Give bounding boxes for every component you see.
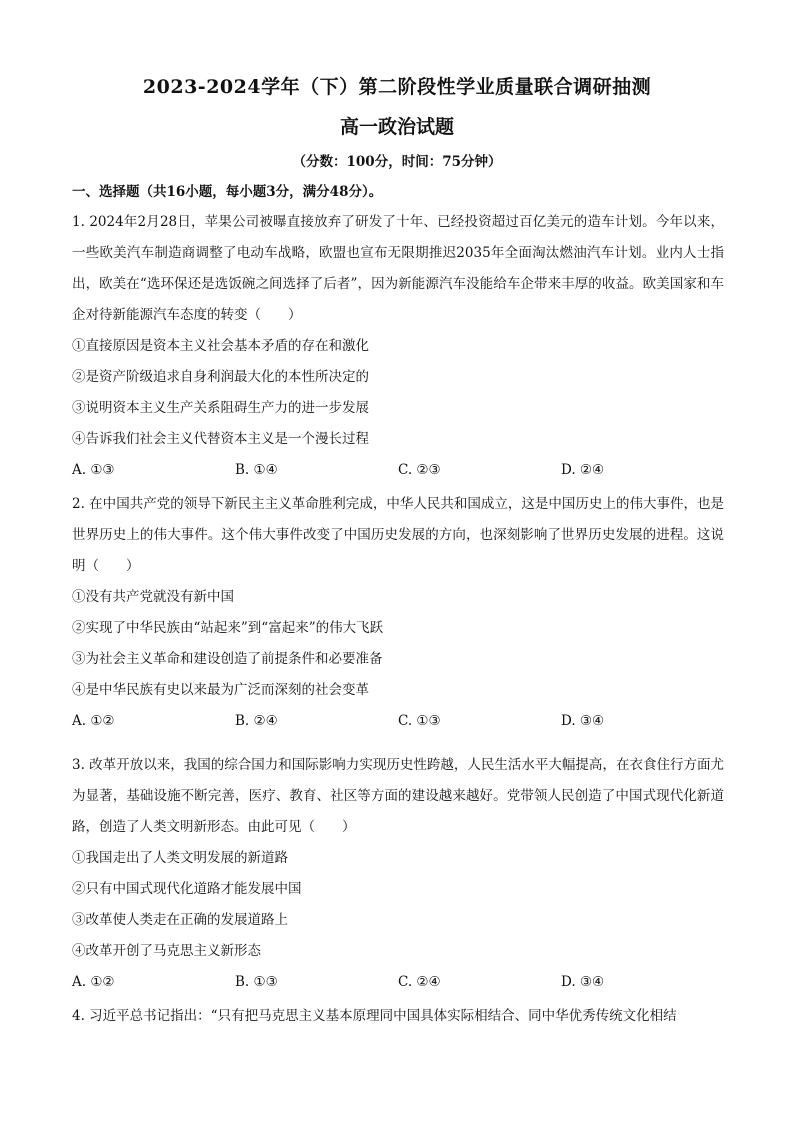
spacer bbox=[72, 737, 724, 747]
section-heading: 一、选择题（共16小题，每小题3分，满分48分）。 bbox=[72, 184, 383, 200]
statement-option: ②实现了中华民族由“站起来”到“富起来”的伟大飞跃 bbox=[72, 620, 384, 636]
choice-c: C. ②④ bbox=[398, 974, 441, 990]
question-stem: 1. 2024年2月28日，苹果公司被曝直接放弃了研发了十年、已经投资超过百亿美元的造车计划。今年以来，一些欧美汽车制造商调整了电动车战略，欧盟也宣布无限期推迟2035年全面淘汰燃油汽车计划。业内人士指出，欧美在“选环保还是选饭碗之间选择了后者”，因为新能源汽车没能给车企带来丰厚的收益。欧美国家和车企对待新能源汽车态度的转变（ ） bbox=[72, 214, 724, 323]
choice-a: A. ①② bbox=[72, 713, 115, 729]
statement-option: ③说明资本主义生产关系阻碍生产力的进一步发展 bbox=[72, 400, 369, 416]
score-time-info: （分数：100分，时间：75分钟） bbox=[292, 154, 502, 170]
answer-choices bbox=[72, 455, 724, 486]
question-2 bbox=[72, 489, 724, 737]
statement-option: ①直接原因是资本主义社会基本矛盾的存在和激化 bbox=[72, 338, 369, 354]
choice-c: C. ②③ bbox=[398, 462, 441, 478]
answer-choices bbox=[72, 967, 724, 998]
question-4 bbox=[72, 1001, 724, 1032]
exam-content bbox=[72, 180, 724, 1032]
question-stem: 2. 在中国共产党的领导下新民主主义革命胜利完成，中华人民共和国成立，这是中国历史上的伟大事件，也是世界历史上的伟大事件。这个伟大事件改变了中国历史发展的方向，也深刻影响了世界历史发展的进程。这说明（ ） bbox=[72, 496, 724, 574]
choice-a: A. ①② bbox=[72, 974, 115, 990]
choice-d: D. ③④ bbox=[561, 713, 605, 729]
exam-subtitle: 高一政治试题 bbox=[339, 116, 454, 138]
choice-c: C. ①③ bbox=[398, 713, 441, 729]
question-stem: 4. 习近平总书记指出：“只有把马克思主义基本原理同中国具体实际相结合、同中华优秀传统文化相结 bbox=[72, 1008, 677, 1024]
choice-d: D. ②④ bbox=[561, 462, 605, 478]
statement-option: ①没有共产党就没有新中国 bbox=[72, 589, 234, 605]
statement-option: ①我国走出了人类文明发展的新道路 bbox=[72, 850, 288, 866]
statement-option: ②是资产阶级追求自身利润最大化的本性所决定的 bbox=[72, 369, 369, 385]
statement-option: ④告诉我们社会主义代替资本主义是一个漫长过程 bbox=[72, 431, 369, 447]
choice-b: B. ①④ bbox=[235, 462, 278, 478]
choice-a: A. ①③ bbox=[72, 462, 115, 478]
choice-b: B. ②④ bbox=[235, 713, 278, 729]
answer-choices bbox=[72, 706, 724, 737]
statement-option: ④改革开创了马克思主义新形态 bbox=[72, 943, 261, 959]
choice-d: D. ③④ bbox=[561, 974, 605, 990]
question-3 bbox=[72, 750, 724, 998]
statement-option: ④是中华民族有史以来最为广泛而深刻的社会变革 bbox=[72, 682, 369, 698]
question-stem: 3. 改革开放以来，我国的综合国力和国际影响力实现历史性跨越，人民生活水平大幅提高，在衣食住行方面尤为显著，基础设施不断完善，医疗、教育、社区等方面的建设越来越好。党带领人民创造了中国式现代化新道路，创造了人类文明新形态。由此可见（ ） bbox=[72, 757, 724, 835]
question-1 bbox=[72, 207, 724, 486]
choice-b: B. ①③ bbox=[235, 974, 278, 990]
exam-title: 2023-2024学年（下）第二阶段性学业质量联合调研抽测 bbox=[142, 76, 652, 98]
statement-option: ③改革使人类走在正确的发展道路上 bbox=[72, 912, 288, 928]
statement-option: ②只有中国式现代化道路才能发展中国 bbox=[72, 881, 302, 897]
statement-option: ③为社会主义革命和建设创造了前提条件和必要准备 bbox=[72, 651, 383, 667]
